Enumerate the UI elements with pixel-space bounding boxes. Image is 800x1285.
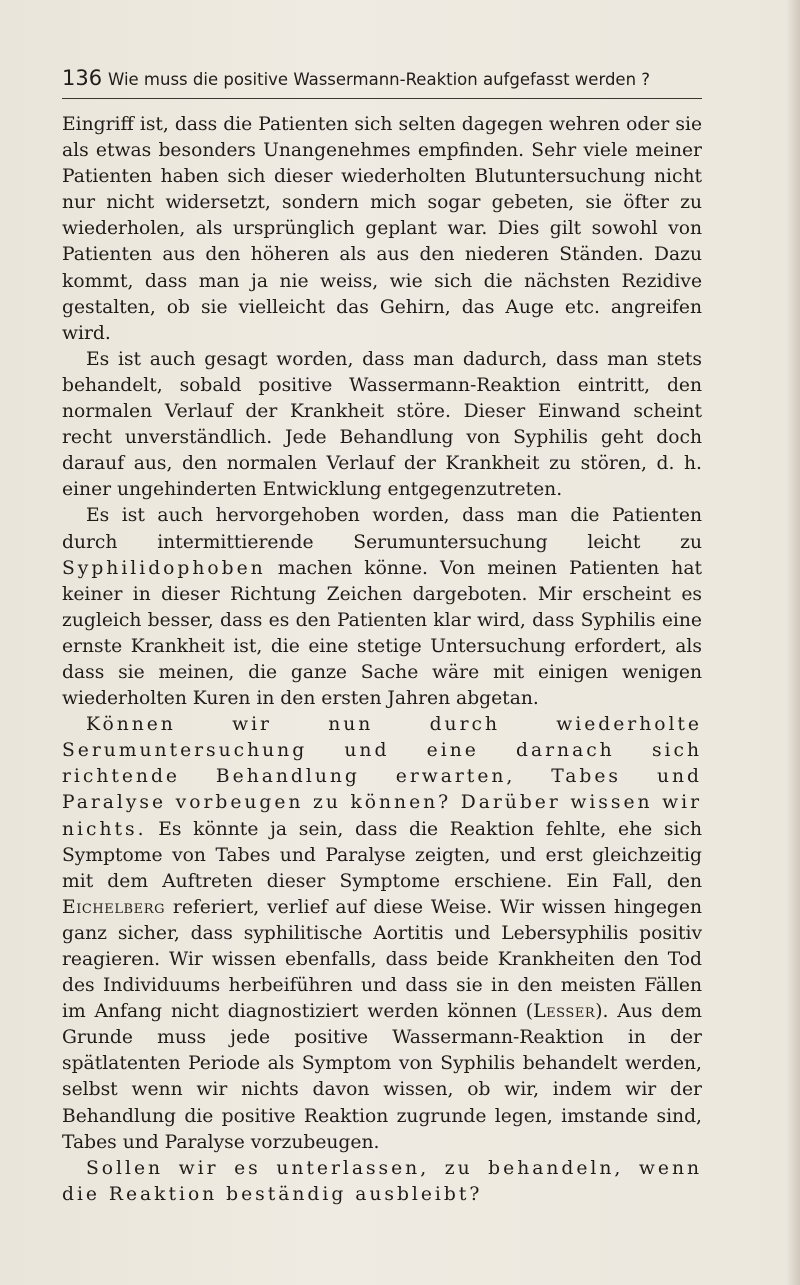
paragraph-3-text-a: Es ist auch hervorgehoben worden, dass man die Patienten durch intermittierende Serumuntersuchung leicht zu [62,505,702,553]
running-head: Wie muss die positive Wassermann-Reaktion aufgefasst werden ? [108,70,651,89]
page-number: 136 [62,66,103,90]
author-lesser: Lesser [533,1001,596,1023]
spaced-term-syphilidophoben: Syphilidophoben [62,557,266,579]
spaced-question: Können wir nun durch wiederholte Serumuntersuchung und eine darnach sich richtende Behandlung erwarten, Tabes und Paralyse vorbeugen zu können? Darüber wissen wir nichts. [62,714,702,840]
paragraph-3 [62,503,702,712]
page-edge-shadow [786,0,800,1285]
page-header [62,64,702,99]
paragraph-5 [62,1156,702,1208]
author-eichelberg: Eichelberg [62,896,166,918]
paragraph-4-text-f: ). Aus dem Grunde muss jede positive Wassermann-Reaktion in der spätlatenten Periode als Symptom von Syphilis behandelt werden, selbst wenn wir nichts davon wissen, ob wir, indem wir der Behandlung die positive Reaktion zugrunde legen, imstande sind, Tabes und Paralyse vorzubeugen. [62,1001,702,1153]
paragraph-4-text-d: referiert, verlief auf diese Weise. Wir wissen hingegen ganz sicher, dass syphilitische Aortitis und Lebersyphilis positiv reagieren. Wir wissen ebenfalls, dass beide Krankheiten den Tod des Individuums herbeiführen und dass sie in den meisten Fällen im Anfang nicht diagnostiziert werden können ( [62,896,702,1023]
body-text [62,112,702,1208]
paragraph-4-text-b: Es könnte ja sein, dass die Reaktion fehlte, ehe sich Symptome von Tabes und Paralyse zeigten, und erst gleichzeitig mit dem Auftreten dieser Symptome erschiene. Ein Fall, den [62,818,702,892]
paragraph-1: Eingriff ist, dass die Patienten sich selten dagegen wehren oder sie als etwas besonders Unangenehmes empfinden. Sehr viele meiner Patienten haben sich dieser wiederholten Blutuntersuchung nicht nur nicht widersetzt, sondern mich sogar gebeten, sie öfter zu wiederholen, als ursprünglich geplant war. Dies gilt sowohl von Patienten aus den höheren als aus den niederen Ständen. Dazu kommt, dass man ja nie weiss, wie sich die nächsten Rezidive gestalten, ob sie vielleicht das Gehirn, das Auge etc. angreifen wird. [62,114,702,344]
spaced-final-question: Sollen wir es unterlassen, zu behandeln, wenn die Reaktion beständig ausbleibt? [62,1157,702,1205]
paragraph-2: Es ist auch gesagt worden, dass man dadurch, dass man stets behandelt, sobald positive Wassermann-Reaktion eintritt, den normalen Verlauf der Krankheit störe. Dieser Einwand scheint recht unverständlich. Jede Behandlung von Syphilis geht doch darauf aus, den normalen Verlauf der Krankheit zu stören, d. h. einer ungehinderten Entwicklung entgegenzutreten. [62,348,702,501]
paragraph-4 [62,712,702,1156]
paragraph-3-text-c: machen könne. Von meinen Patienten hat keiner in dieser Richtung Zeichen dargeboten. Mir erscheint es zugleich besser, dass es den Patienten klar wird, dass Syphilis eine ernste Krankheit ist, die eine stetige Untersuchung erfordert, als dass sie meinen, die ganze Sache wäre mit einigen wenigen wiederholten Kuren in den ersten Jahren abgetan. [62,557,702,710]
